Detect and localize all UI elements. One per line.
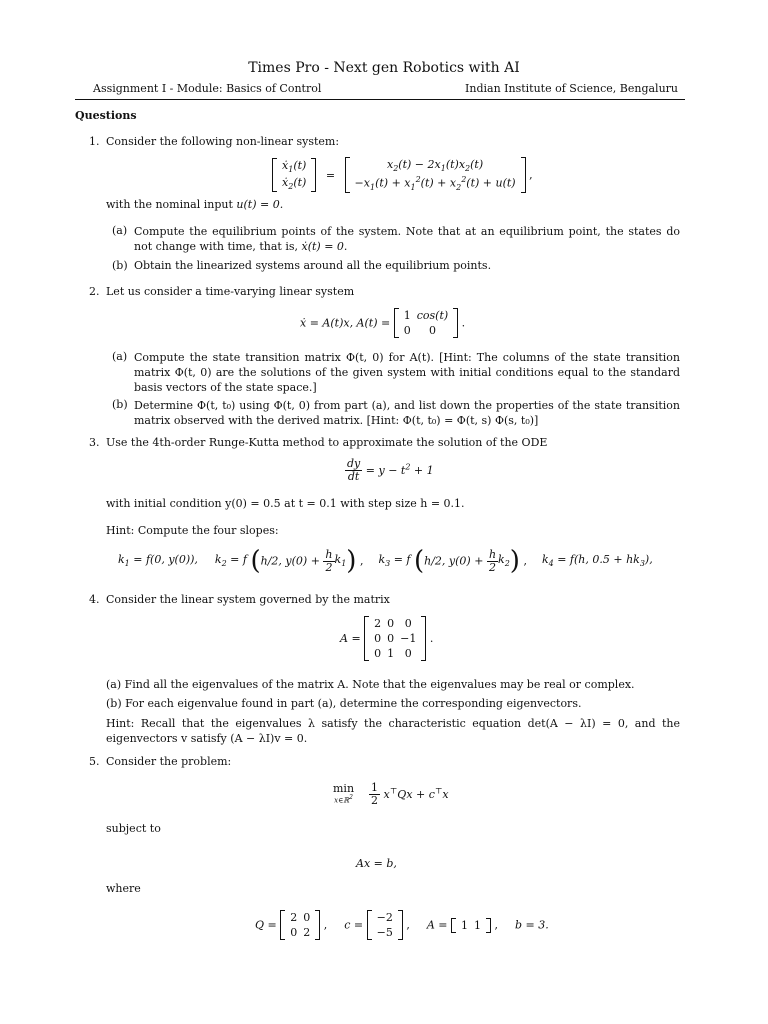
- q2-a-text: Compute the state transition matrix Φ(t, 0) for A(t). [Hint: The columns of the state transition matrix Φ(t, 0) are the solutions of the given system with initial conditions equal to the standard basis vectors of the state space.]: [134, 351, 680, 394]
- document-title: Times Pro - Next gen Robotics with AI: [248, 60, 520, 76]
- q4-intro: Consider the linear system governed by the matrix: [106, 593, 390, 606]
- section-heading: Questions: [75, 109, 137, 122]
- q3-intro: Use the 4th-order Runge-Kutta method to approximate the solution of the ODE: [106, 436, 548, 449]
- q4-matrix: A = 2 0 0 0 0 −1 0 1 0 .: [340, 617, 434, 660]
- q1-b-text: Obtain the linearized systems around all the equilibrium points.: [134, 259, 492, 272]
- q1-b-label: (b): [112, 259, 128, 272]
- q3-slopes: $k_1 = f(0$, y(0)), $k_2 = f$ (h/2, y(0) + $\frac{h}{2}$ $k_1$) , $k_3 = f$ (h/2, y(0) + $\frac{h}{2}$ $k_2$) , $k_4 = f(h$, $0.5 + hk_3$),: [118, 546, 653, 576]
- q1-number: 1.: [89, 135, 100, 148]
- q5-objective: min x∈ℝ$^2$ $\frac{1}{2}$ x⊤Qx + c⊤x: [333, 781, 449, 807]
- q1-a-label: (a): [112, 224, 128, 237]
- q3-number: 3.: [89, 436, 100, 449]
- q1-after-text: with the nominal input: [106, 198, 233, 211]
- header-rule: [75, 99, 685, 100]
- q3-hint: Hint: Compute the four slopes:: [106, 524, 279, 537]
- q1-a-body: Compute the equilibrium points of the system. Note that at an equilibrium point, the states do not change with time, that is,: [134, 225, 680, 253]
- header-right: Indian Institute of Science, Bengaluru: [465, 82, 678, 95]
- q1-system-equation: ẋ$_1$(t) ẋ$_2$(t) = $x_2(t) - 2x_1(t)x_2(t)$ $-x_1(t) + x_1^2(t) + x_2^2(t) + u(t)$ ,: [272, 157, 533, 193]
- q4-a-text: (a) Find all the eigenvalues of the matrix A. Note that the eigenvalues may be real or complex.: [106, 678, 635, 691]
- q5-number: 5.: [89, 755, 100, 768]
- q1-a-text: [134, 224, 680, 254]
- q1-intro: Consider the following non-linear system:: [106, 135, 340, 148]
- q3-ode: $\frac{dy}{dt}$ = $y - t^2 + 1$: [347, 457, 434, 483]
- q4-number: 4.: [89, 593, 100, 606]
- q2-b-label: (b): [112, 398, 128, 411]
- q1-a-eq: ẋ(t) = 0.: [301, 240, 348, 253]
- q4-b-text: (b) For each eigenvalue found in part (a), determine the corresponding eigenvectors.: [106, 697, 582, 710]
- q2-intro: Let us consider a time-varying linear system: [106, 285, 355, 298]
- q1-nominal-input: [106, 198, 283, 211]
- q5-where: where: [106, 882, 141, 895]
- q1-input-eq: u(t) = 0.: [236, 198, 284, 211]
- q2-system-equation: ẋ = A(t)x, A(t) = 1 cos(t) 0 0 .: [300, 309, 466, 337]
- q5-constraint: Ax = b,: [356, 857, 397, 870]
- q2-b-text: Determine Φ(t, t₀) using Φ(t, 0) from part (a), and list down the properties of the state transition matrix observed with the derived matrix. [Hint: Φ(t, t₀) = Φ(t, s) Φ(s, t₀)]: [134, 399, 680, 427]
- q2-a-label: (a): [112, 350, 128, 363]
- q2-number: 2.: [89, 285, 100, 298]
- q4-hint: Hint: Recall that the eigenvalues λ satisfy the characteristic equation det(A − λI) = 0, and the eigenvectors v satisfy (A − λI)v = 0.: [106, 717, 680, 745]
- q3-condition: with initial condition y(0) = 0.5 at t = 0.1 with step size h = 0.1.: [106, 497, 465, 510]
- q5-definitions: Q = 2 0 0 2 , c = −2 −5 , A = 1 1 , b = 3.: [255, 911, 549, 939]
- q5-subject-to: subject to: [106, 822, 161, 835]
- q5-intro: Consider the problem:: [106, 755, 232, 768]
- header-left: Assignment I - Module: Basics of Control: [93, 82, 322, 95]
